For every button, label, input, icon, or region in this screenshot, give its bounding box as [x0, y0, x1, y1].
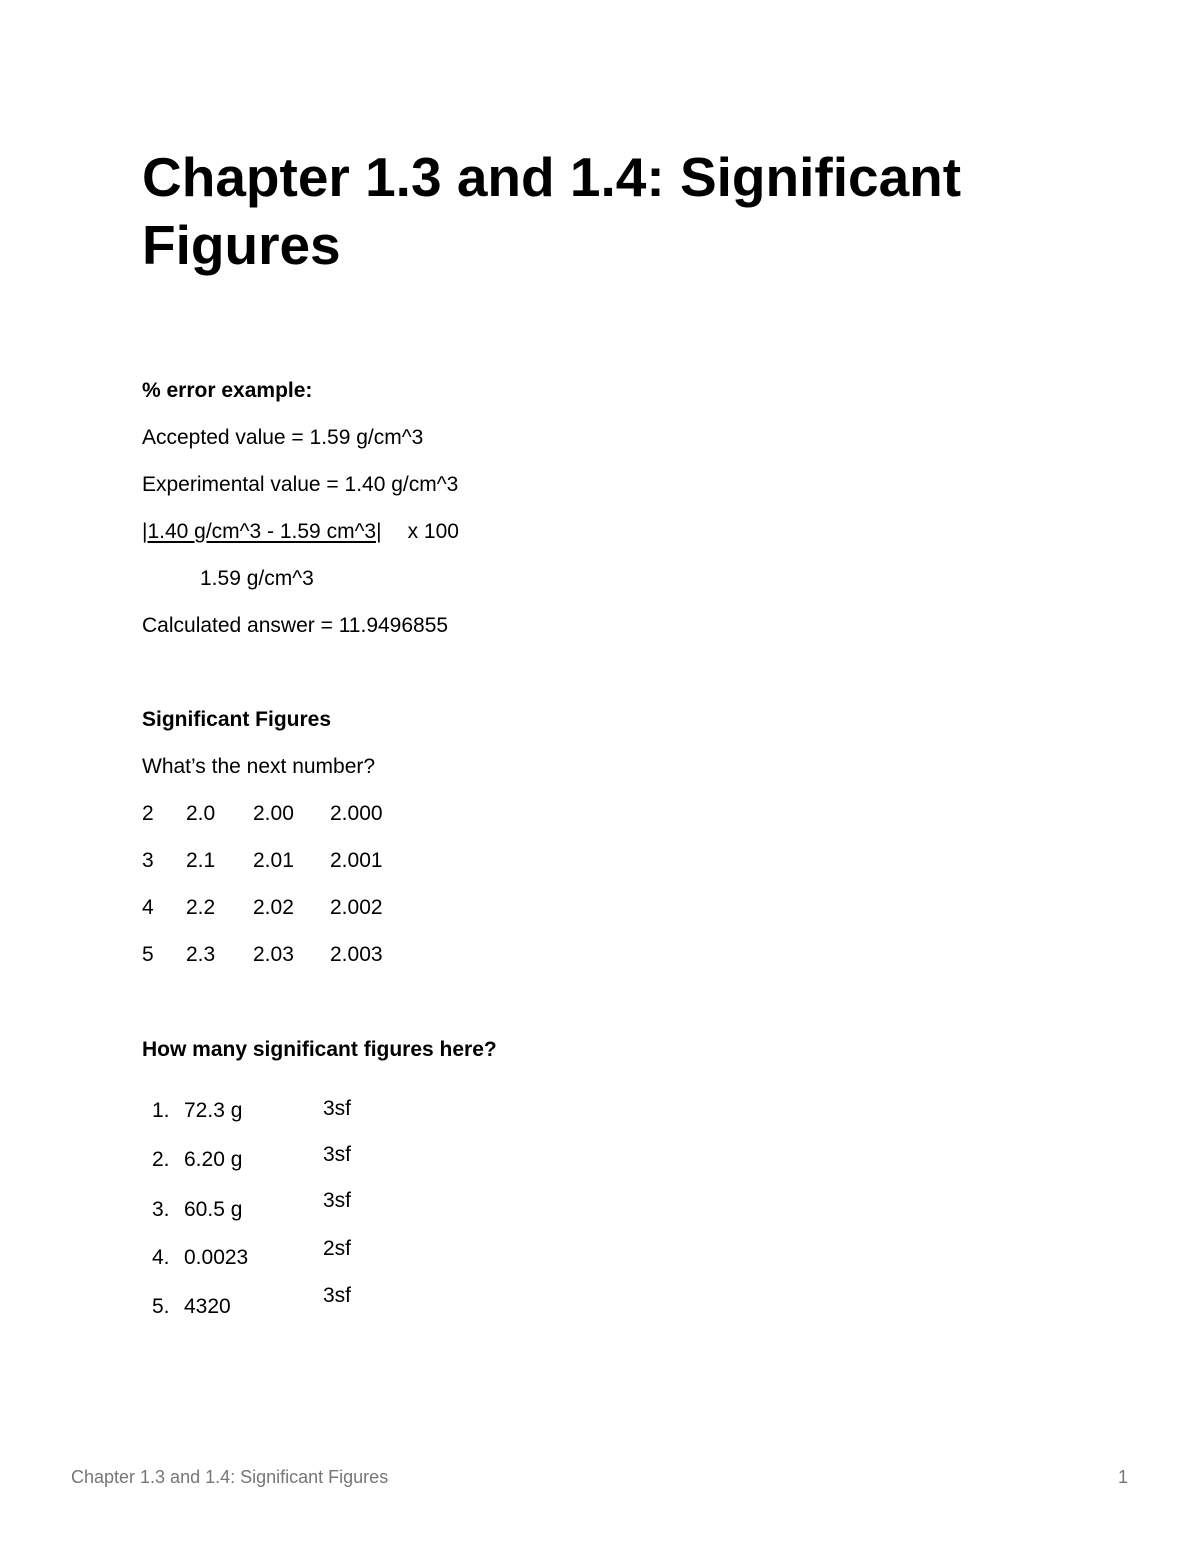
list-item-answer: 3sf	[323, 1284, 352, 1307]
fraction-numerator: |1.40 g/cm^3 - 1.59 cm^3|	[142, 520, 382, 543]
sequence-cell: 2.03	[253, 943, 294, 966]
calculated-answer-line: Calculated answer = 11.9496855	[142, 614, 449, 637]
how-many-heading: How many significant figures here?	[142, 1038, 497, 1061]
experimental-value-line: Experimental value = 1.40 g/cm^3	[142, 473, 459, 496]
list-item-answer: 3sf	[323, 1097, 352, 1120]
list-item-number: 4.	[152, 1246, 170, 1269]
sequence-cell: 2.01	[253, 849, 294, 872]
page-title: Chapter 1.3 and 1.4: Significant Figures	[142, 146, 962, 276]
fraction-numerator-line	[142, 519, 459, 545]
sequence-cell: 2.000	[330, 802, 383, 825]
sequence-cell: 2.3	[186, 943, 216, 966]
page-number: 1	[1117, 1467, 1128, 1487]
sequence-cell: 2.002	[330, 896, 383, 919]
list-item-value: 6.20 g	[184, 1148, 243, 1171]
list-item-answer: 3sf	[323, 1189, 352, 1212]
footer-title: Chapter 1.3 and 1.4: Significant Figures	[71, 1467, 389, 1487]
error-example-heading: % error example:	[142, 379, 313, 402]
list-item-number: 2.	[152, 1148, 170, 1171]
fraction-multiplier: x 100	[407, 520, 459, 543]
significant-figures-heading: Significant Figures	[142, 708, 332, 731]
list-item-number: 3.	[152, 1198, 170, 1221]
sequence-cell: 2.02	[253, 896, 294, 919]
sequence-cell: 3	[142, 849, 154, 872]
accepted-value-line: Accepted value = 1.59 g/cm^3	[142, 426, 424, 449]
list-item-answer: 2sf	[323, 1237, 352, 1260]
sequence-cell: 2.2	[186, 896, 216, 919]
sequence-cell: 4	[142, 896, 154, 919]
list-item-number: 1.	[152, 1099, 170, 1122]
sequence-cell: 2.003	[330, 943, 383, 966]
list-item-value: 0.0023	[184, 1246, 249, 1269]
list-item-answer: 3sf	[323, 1143, 352, 1166]
sequence-cell: 2.00	[253, 802, 294, 825]
list-item-number: 5.	[152, 1295, 170, 1318]
next-number-question: What’s the next number?	[142, 755, 376, 778]
list-item-value: 60.5 g	[184, 1198, 243, 1221]
sequence-cell: 2.0	[186, 802, 216, 825]
fraction-denominator: 1.59 g/cm^3	[200, 567, 314, 590]
list-item-value: 72.3 g	[184, 1099, 243, 1122]
sequence-cell: 2	[142, 802, 154, 825]
sequence-cell: 2.001	[330, 849, 383, 872]
list-item-value: 4320	[184, 1295, 231, 1318]
sequence-cell: 5	[142, 943, 154, 966]
sequence-cell: 2.1	[186, 849, 216, 872]
